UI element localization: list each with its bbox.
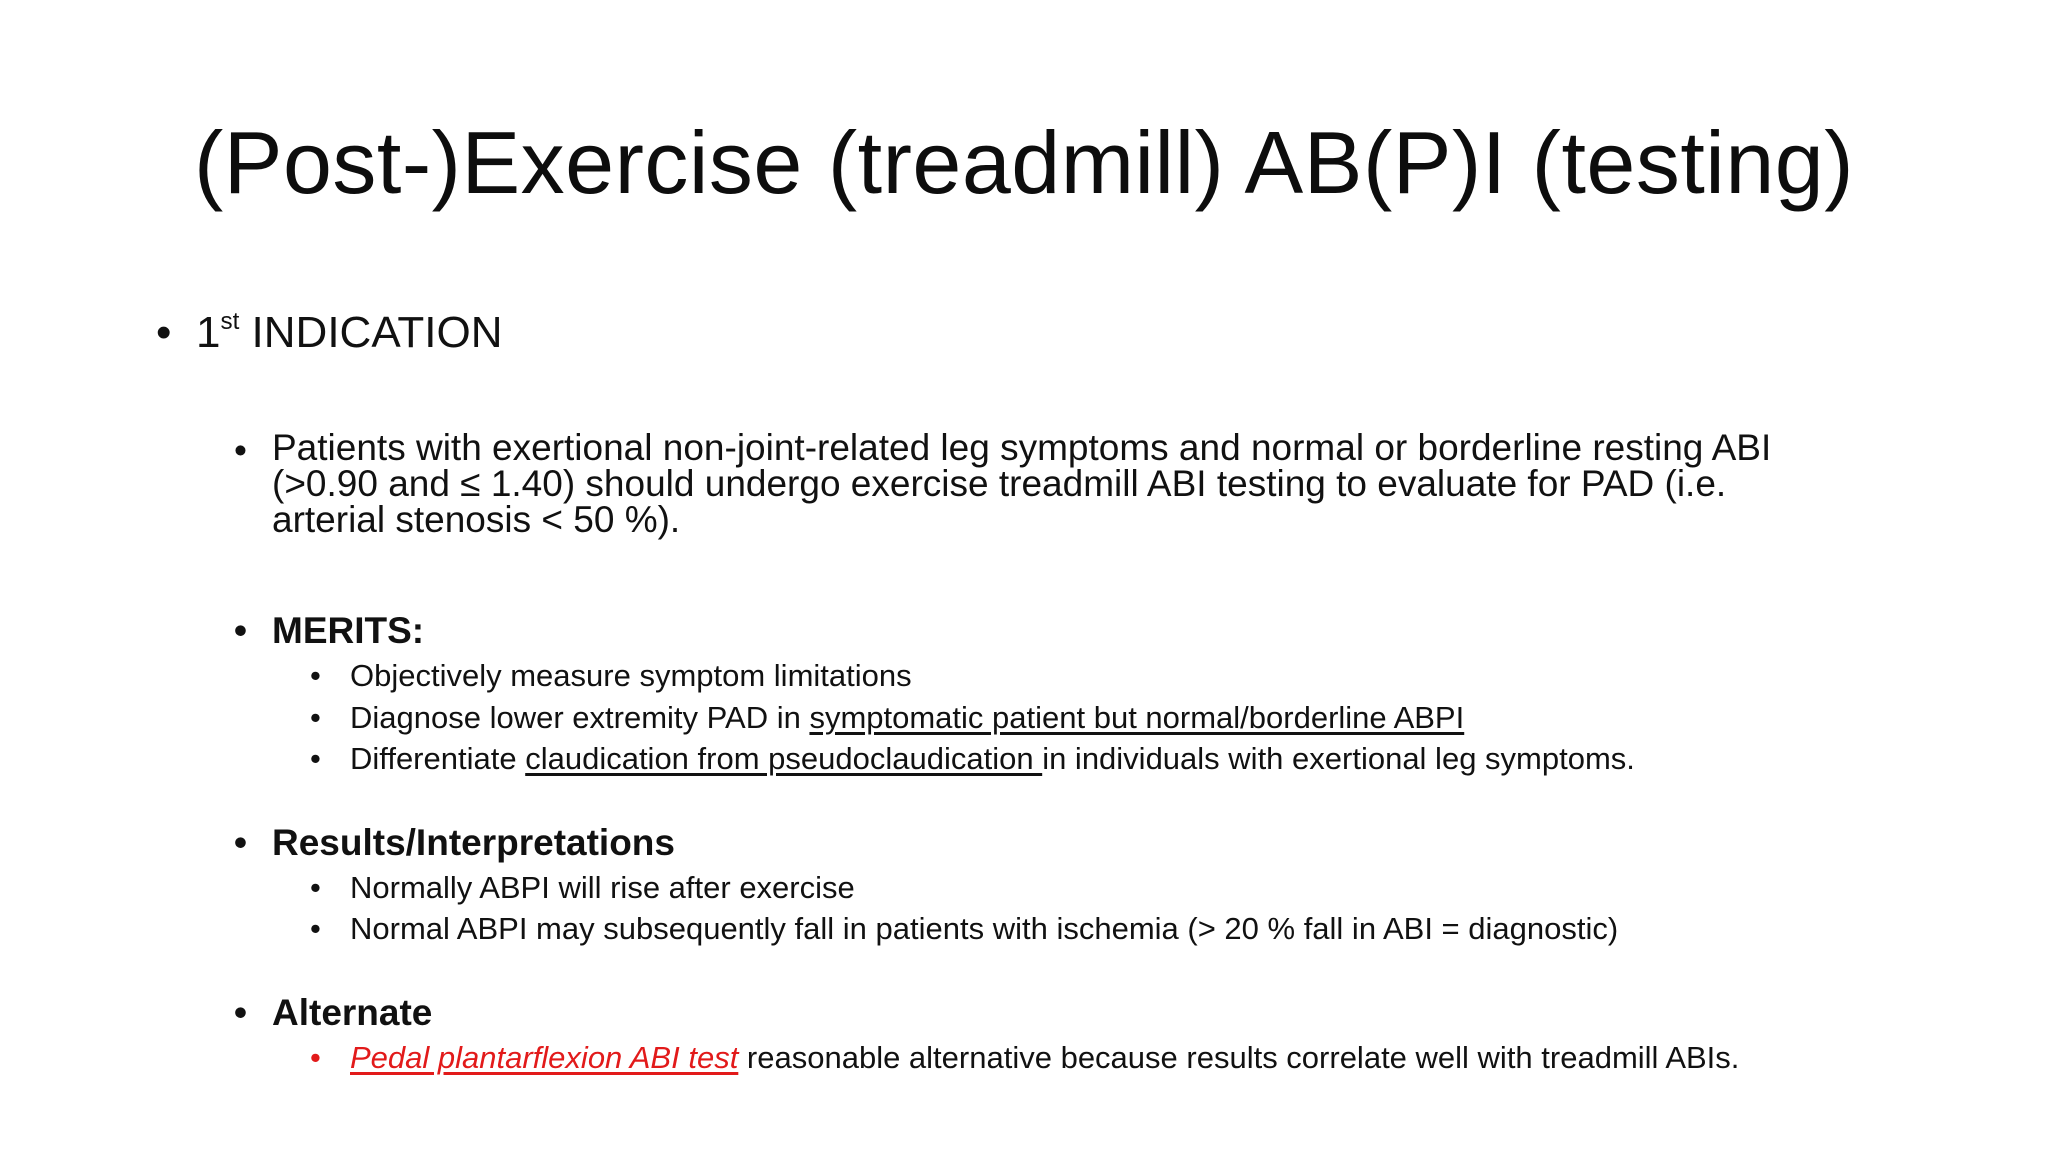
indication-paragraph — [234, 427, 1952, 540]
indication-text: Patients with exertional non-joint-related leg symptoms and normal or borderline resting ABI (>0.90 and ≤ 1.40) should undergo exercise treadmill ABI testing to evaluate for PAD (i.e. arterial stenosis < 50 %). — [272, 427, 1772, 540]
bullet-icon: • — [156, 308, 172, 357]
bullet-icon: • — [310, 700, 321, 735]
merits-heading: • MERITS: — [234, 610, 425, 651]
merits-item: • Diagnose lower extremity PAD in symptomatic patient but normal/borderline ABPI — [310, 700, 1465, 735]
highlighted-term: Pedal plantarflexion ABI test — [350, 1040, 739, 1075]
alternate-item: • Pedal plantarflexion ABI test reasonable alternative because results correlate well with treadmill ABIs. — [310, 1040, 1740, 1075]
bullet-icon: • — [234, 992, 247, 1033]
bullet-icon: • — [234, 610, 247, 651]
merits-item: • Differentiate claudication from pseudoclaudication in individuals with exertional leg symptoms. — [310, 741, 1635, 776]
bullet-icon: • — [310, 911, 321, 946]
bullet-icon: • — [310, 1040, 321, 1075]
bullet-icon: • — [310, 741, 321, 776]
merits-item: • Objectively measure symptom limitations — [310, 658, 912, 693]
indication-label: 1st INDICATION — [196, 308, 503, 358]
alternate-heading: • Alternate — [234, 992, 433, 1033]
indication-heading — [156, 308, 503, 358]
bullet-icon: • — [234, 430, 247, 471]
results-item: • Normally ABPI will rise after exercise — [310, 870, 855, 905]
bullet-icon: • — [310, 658, 321, 693]
results-item: • Normal ABPI may subsequently fall in patients with ischemia (> 20 % fall in ABI = diagnostic) — [310, 911, 1619, 946]
bullet-icon: • — [310, 870, 321, 905]
results-heading: • Results/Interpretations — [234, 822, 675, 863]
slide-title: (Post-)Exercise (treadmill) AB(P)I (testing) — [193, 113, 1855, 212]
bullet-icon: • — [234, 822, 247, 863]
